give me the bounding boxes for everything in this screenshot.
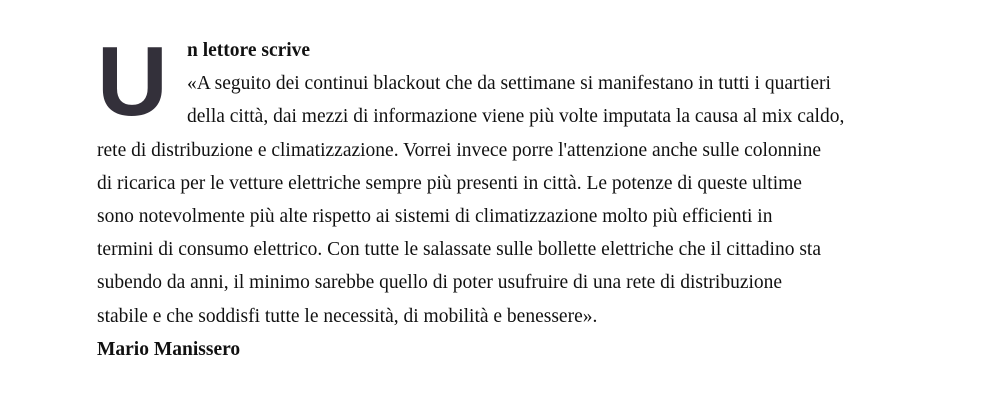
body-line: stabile e che soddisfi tutte le necessità, di mobilità e benessere». <box>97 305 598 327</box>
drop-cap: U <box>97 26 168 136</box>
body-line: rete di distribuzione e climatizzazione. Vorrei invece porre l'attenzione anche sulle colonnine <box>97 139 821 161</box>
body-line: «A seguito dei continui blackout che da settimane si manifestano in tutti i quartieri <box>187 73 831 95</box>
letter-article <box>97 26 977 366</box>
body-line: della città, dai mezzi di informazione viene più volte imputata la causa al mix caldo, <box>187 106 845 128</box>
author-signature: Mario Manissero <box>97 338 241 360</box>
body-line: sono notevolmente più alte rispetto ai sistemi di climatizzazione molto più efficienti in <box>97 205 773 227</box>
body-line: subendo da anni, il minimo sarebbe quello di poter usufruire di una rete di distribuzione <box>97 272 783 294</box>
body-line: termini di consumo elettrico. Con tutte le salassate sulle bollette elettriche che il cittadino sta <box>97 239 821 261</box>
body-line: di ricarica per le vetture elettriche sempre più presenti in città. Le potenze di queste ultime <box>97 172 802 194</box>
letter-heading: n lettore scrive <box>187 40 311 61</box>
